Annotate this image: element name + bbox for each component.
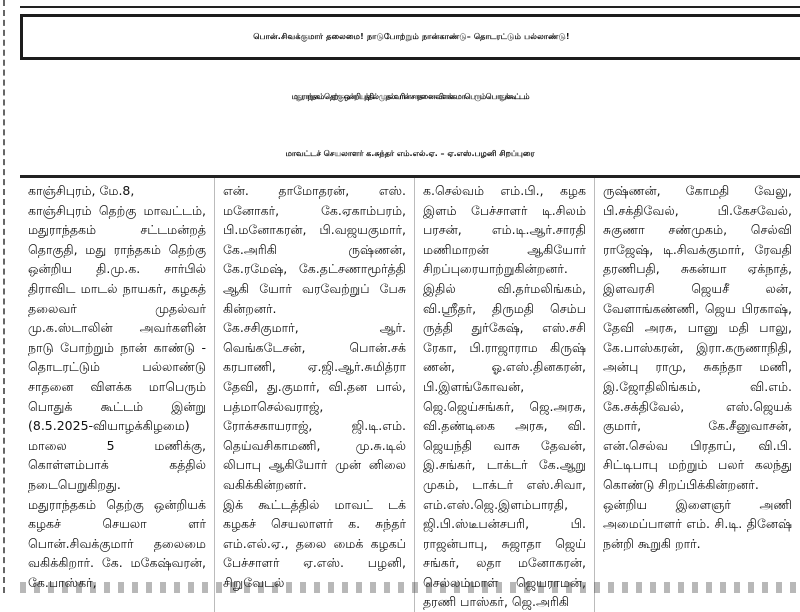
- slogan-banner: பொன்.சிவக்குமார் தலைமை! நாடுபோற்றும் நான்காண்டு– தொடரட்டும் பல்லாண்டு!: [20, 14, 800, 60]
- article-headline: மதுராந்தகம் தெற்கு ஒன்றியத்தில் முதல்வரின் சாதனை விளக்க மாபெரும் பொதுக்கூட்டம்: [291, 92, 529, 101]
- article-column-1: [20, 178, 214, 612]
- article-column-4: [594, 178, 800, 612]
- article-body: [20, 175, 800, 610]
- column-text: காஞ்சிபுரம், மே.8, காஞ்சிபுரம் தெற்கு மாவட்டம், மதுராந்தகம் சட்டமன்றத் தொகுதி, மது ராந்தகம் தெற்கு ஒன்றிய தி.மு.க. சார்பில் திராவிட மாடல் நாயகர், கழகத் தலைவர் முதல்வர் மு.க.ஸ்டாலின் அவர்களின் நாடு போற்றும் நான் காண்டு - தொடரட்டும் பல்லாண்டு சாதனை விளக்க மாபெரும் பொதுக் கூட்டம் இன்று (8.5.2025-வியாழக்கிழமை) மாலை 5 மணிக்கு, கொள்ளம்பாக் கத்தில் நடைபெறுகிறது. மதுராந்தகம் தெற்கு ஒன்றியக் கழகச் செயலா ளர் பொன்.சிவக்குமார் தலைமை வகிக்கிறார். கே. மகேஷ்வரன், கே.பாஸ்கர்,: [28, 183, 206, 590]
- article-subheadline: மாவட்டச் செயலாளர் க.சுந்தர் எம்.எல்.ஏ. – ஏ.எஸ்.பழனி சிறப்புரை: [285, 149, 535, 158]
- column-text: ருஷ்ணன், கோமதி வேலு, பி.சக்திவேல், பி.கேசவேல், சுகுணா சண்முகம், செல்வி ராஜேஷ், டி.சிவக்குமார், ரேவதி தரணிபதி, சுகன்யா ஏக்நாத், இளவரசி ஜெயசீ லன், வேளாங்கண்ணி, ஜெய பிரகாஷ், தேவி அரசு, பானு மதி பாலு, கே.பாஸ்கரன், இரா.கருணாநிதி, அன்பு ராமு, சுகந்தா மணி, இ.ஜோதிலிங்கம், வி.எம். கே.சக்திவேல், எஸ்.ஜெயக் குமார், கே.சீனுவாசன், என்.செல்வ பிரதாப், வி.பி. சிட்டிபாபு மற்றும் பலர் கலந்து கொண்டு சிறப்பிக்கின்றனர். ஒன்றிய இளைஞர் அணி அமைப்பாளர் எம். சி.டி. தினேஷ் நன்றி கூறுகி றார்.: [603, 183, 792, 551]
- column-text: க.செல்வம் எம்.பி., கழக இளம் பேச்சாளர் டி.சிலம் பரசன், எம்.டி.ஆர்.சாரதி மணிமாறன் ஆகியோர் சிறப்புரையாற்றுகின்றனர். இதில் வி.தர்மலிங்கம், வி.ஸ்ரீதர், திருமதி செம்ப ருத்தி துர்கேஷ், எஸ்.சசி ரேகா, பி.ராஜாராம கிருஷ் ணன், ஓ.எஸ்.தினகரன், பி.இளங்கோவன், ஜெ.ஜெய்சங்கர், ஜெ.அரசு, வி.தண்டிகை அரசு, வி. ஜெயந்தி வாசு தேவன், இ.சங்கர், டாக்டர் கே.ஆறு முகம், டாக்டர் எஸ்.சிவா, எம்.எஸ்.ஜெ.இளம்பாரதி, ஜி.பி.ஸ்டீபன்சபரி, பி. ராஜன்பாபு, சுஜாதா ஜெய் சங்கர், லதா மனோகரன், செல்லம்மாள் ஜெயராமன், தரணி பாஸ்கர், ஜெ.அரிகி: [423, 183, 586, 610]
- article-column-3: [414, 178, 594, 612]
- top-rule: [20, 6, 800, 8]
- column-text: என். தாமோதரன், எஸ். மனோகர், கே.ஏகாம்பரம், பி.மனோகரன், பி.வஜயகுமார், கே.அரிகி ருஷ்ணன், கே.ரமேஷ், கே.தட்சணாமூர்த்தி ஆகி யோர் வரவேற்றுப் பேசு கின்றனர். கே.சசிகுமார், ஆர். வெங்கடேசன், பொன்.சக் கரபாணி, ஏ.ஜி.ஆர்.சுமித்ரா தேவி, து.குமார், வி.தன பால், பத்மாசெல்வராஜ், ரோக்சகாயராஜ், ஜி.டி.எம். தெய்வசிகாமணி, மு.சு.டில் லிபாபு ஆகியோர் முன் னிலை வகிக்கின்றனர். இக் கூட்டத்தில் மாவட் டக் கழகச் செயலாளர் க. சுந்தர் எம்.எல்.ஏ., தலை மைக் கழகப் பேச்சாளர் ஏ.எஸ். பழனி, சிறுவேடல்: [223, 183, 406, 590]
- cut-line: [3, 0, 5, 593]
- article-column-2: [214, 178, 414, 612]
- next-article-edge: [20, 582, 800, 593]
